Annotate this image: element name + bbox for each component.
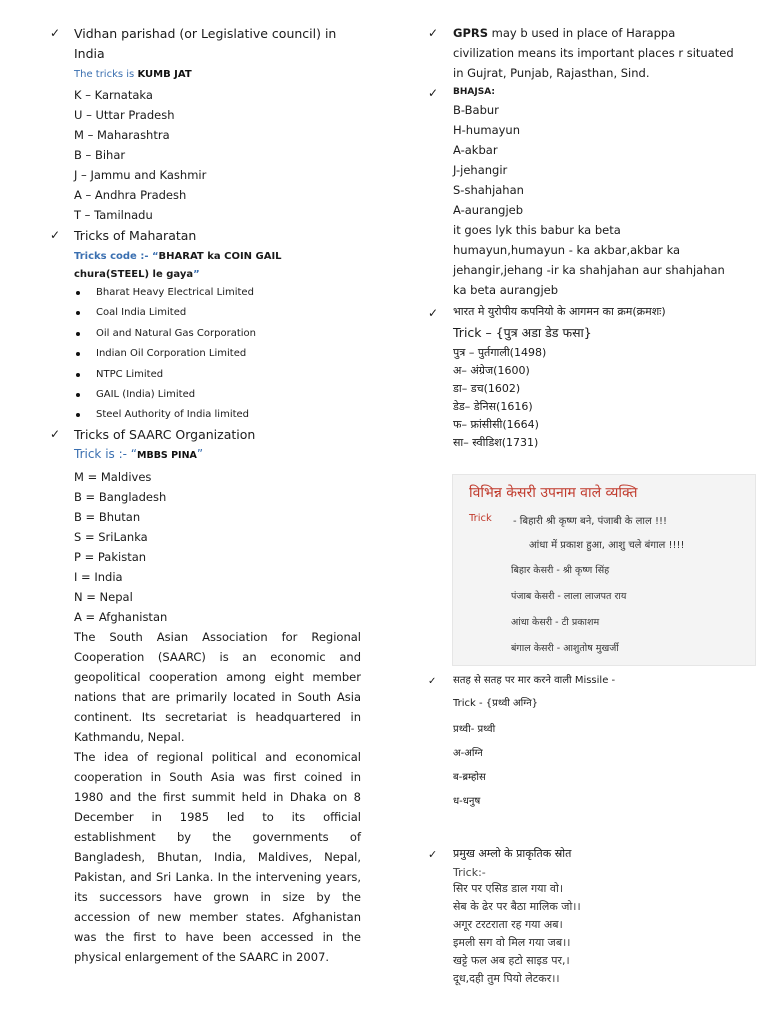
list-item: it goes lyk this babur ka beta xyxy=(453,223,621,237)
list-item: प्रथ्वी- प्रथ्वी xyxy=(453,724,496,735)
list-item: B-Babur xyxy=(453,103,499,117)
list-item: M – Maharashtra xyxy=(74,128,170,142)
trick-line: Trick is :- “MBBS PINA” xyxy=(74,447,204,461)
checkmark-icon: ✓ xyxy=(428,306,439,320)
trick-line: - बिहारी श्री कृष्ण बने, पंजाबी के लाल !!! xyxy=(513,516,668,527)
list-item: अगूर टरटराता रह गया अब। xyxy=(453,918,563,931)
list-item: Indian Oil Corporation Limited xyxy=(74,344,256,364)
missile-list xyxy=(453,718,495,814)
list-item: U – Uttar Pradesh xyxy=(74,108,175,122)
list-item: M = Maldives xyxy=(74,470,152,484)
list-item: ka beta aurangjeb xyxy=(453,283,559,297)
trick-line: The tricks is KUMB JAT xyxy=(74,69,192,80)
list-item: अ-अग्नि xyxy=(453,748,483,759)
list-item: Steel Authority of India limited xyxy=(74,405,256,425)
text-line: civilization means its important places r situated xyxy=(453,46,734,60)
list-item: B = Bangladesh xyxy=(74,490,167,504)
list-item: Coal India Limited xyxy=(74,303,256,323)
list-item: सा– स्वीडिश(1731) xyxy=(453,436,539,449)
list-item: H-humayun xyxy=(453,123,521,137)
list-item: B = Bhutan xyxy=(74,510,141,524)
list-item: सेब के ढेर पर बैठा मालिक जो।। xyxy=(453,900,581,913)
company-arrival-list xyxy=(453,344,546,452)
list-item: K – Karnataka xyxy=(74,88,153,102)
trick-line: Trick - {प्रथ्वी अग्नि} xyxy=(453,698,538,709)
list-item: jehangir,jehang -ir ka shahjahan aur shahjahan xyxy=(453,263,725,277)
checkmark-icon: ✓ xyxy=(50,26,61,40)
list-item: humayun,humayun - ka akbar,akbar ka xyxy=(453,243,681,257)
trick-line: Trick – {पुत्र अडा डेड फसा} xyxy=(453,325,592,340)
list-item: Bharat Heavy Electrical Limited xyxy=(74,283,256,303)
list-item: खट्टे फल अब हटो साइड पर,। xyxy=(453,954,570,967)
trick-line: Tricks code :- “BHARAT ka COIN GAIL chura(STEEL) le gaya” xyxy=(74,251,282,280)
checkmark-icon: ✓ xyxy=(428,848,438,861)
list-item: A-akbar xyxy=(453,143,498,157)
maharatna-title: Tricks of Maharatan xyxy=(74,228,197,243)
trick-label: Trick:- xyxy=(453,866,486,879)
saarc-paragraph: The South Asian Association for Regional Cooperation (SAARC) is an economic and geopolitical cooperation among eight member nations that are primarily located in South Asia continent. Its secretariat is headquartered in Kathmandu, Nepal. xyxy=(74,630,361,744)
list-item: T – Tamilnadu xyxy=(74,208,153,222)
checkmark-icon: ✓ xyxy=(428,26,439,40)
acid-sources-title: प्रमुख अम्लो के प्राकृतिक स्रोत xyxy=(453,847,572,860)
list-item: P = Pakistan xyxy=(74,550,147,564)
list-item: S-shahjahan xyxy=(453,183,524,197)
state-list xyxy=(74,85,206,225)
list-item: I = India xyxy=(74,570,123,584)
acid-trick-lines xyxy=(453,880,581,988)
list-item: डा– डच(1602) xyxy=(453,382,521,395)
list-item: Oil and Natural Gas Corporation xyxy=(74,324,256,344)
list-item: पुत्र – पुर्तगाली(1498) xyxy=(453,346,547,359)
trick-word: KUMB JAT xyxy=(137,69,192,80)
missile-title: सतह से सतह पर मार करने वाली Missile - xyxy=(453,675,616,686)
trick-line: आंधा में प्रकाश हुआ, आशु चले बंगाल !!!! xyxy=(529,540,685,551)
list-item: इमली सग वो मिल गया जब।। xyxy=(453,936,571,949)
list-item: NTPC Limited xyxy=(74,365,256,385)
list-item: दूध,दही तुम पियो लेटकर।। xyxy=(453,972,560,985)
country-list xyxy=(74,467,167,627)
saarc-history-paragraph: The idea of regional political and economical cooperation in South Asia was first coined in 1980 and the first summit held in Dhaka on 8 December in 1985 led to its official establishment by the governments of Bangladesh, Bhutan, India, Maldives, Nepal, Pakistan, and Sri Lanka. In the intervening years, its successors have grown in size by the accession of new member states. Afghanistan was the first to have been accessed in the physical enlargement of the SAARC in 2007. xyxy=(74,750,361,964)
image-title: विभिन्न केसरी उपनाम वाले व्यक्ति xyxy=(469,485,638,501)
list-item: ब-ब्रम्होस xyxy=(453,772,486,783)
section-title-line: Vidhan parishad (or Legislative council) in xyxy=(74,26,337,41)
saarc-title: Tricks of SAARC Organization xyxy=(74,427,256,442)
list-item: J – Jammu and Kashmir xyxy=(74,168,207,182)
nickname-row: बंगाल केसरी - आशुतोष मुखर्जी xyxy=(511,643,619,654)
european-companies-title: भारत मे युरोपीय कपनियो के आगमन का क्रम(क्रमशः) xyxy=(453,305,666,318)
list-item: A-aurangjeb xyxy=(453,203,524,217)
legislative-council-title xyxy=(74,24,374,64)
list-item: अ– अंग्रेज(1600) xyxy=(453,364,530,377)
list-item: A – Andhra Pradesh xyxy=(74,188,187,202)
list-item: GAIL (India) Limited xyxy=(74,385,256,405)
list-item: S = SriLanka xyxy=(74,530,148,544)
list-item: सिर पर एसिड डाल गया वो। xyxy=(453,882,564,895)
mughal-list xyxy=(453,100,725,300)
checkmark-icon: ✓ xyxy=(50,228,61,242)
nickname-row: आंधा केसरी - टी प्रकाशम xyxy=(511,617,600,628)
list-item: ध-धनुष xyxy=(453,796,481,807)
list-item: N = Nepal xyxy=(74,590,133,604)
gprs-block: GPRS may b used in place of Harappa civilization means its important places r situated in Gujrat, Punjab, Rajasthan, Sind. xyxy=(453,23,734,83)
list-item: फ– फ्रांसीसी(1664) xyxy=(453,418,539,431)
checkmark-icon: ✓ xyxy=(428,86,439,100)
nickname-row: बिहार केसरी - श्री कृष्ण सिंह xyxy=(511,565,610,576)
bhajsa-title: BHAJSA: xyxy=(453,87,495,97)
kesari-nicknames-image xyxy=(452,474,756,666)
checkmark-icon: ✓ xyxy=(50,427,61,441)
company-list xyxy=(74,283,256,426)
list-item: J-jehangir xyxy=(453,163,508,177)
list-item: B – Bihar xyxy=(74,148,126,162)
checkmark-icon: ✓ xyxy=(428,676,437,687)
list-item: डेड– डेनिस(1616) xyxy=(453,400,533,413)
trick-label: Trick xyxy=(469,513,492,524)
text-line: in Gujrat, Punjab, Rajasthan, Sind. xyxy=(453,66,650,80)
list-item: A = Afghanistan xyxy=(74,610,168,624)
nickname-row: पंजाब केसरी - लाला लाजपत राय xyxy=(511,591,627,602)
section-title-line: India xyxy=(74,46,105,61)
